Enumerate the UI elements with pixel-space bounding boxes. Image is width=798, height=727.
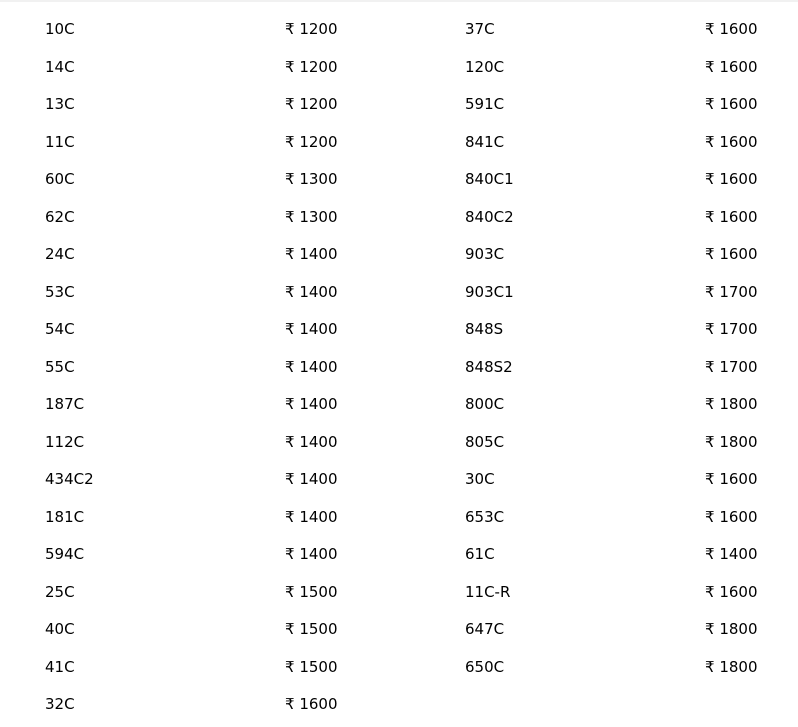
product-code: 61C: [465, 545, 495, 563]
rupee-symbol: ₹: [705, 620, 715, 638]
price-amount: 1800: [719, 620, 758, 638]
rupee-symbol: ₹: [285, 395, 295, 413]
rupee-symbol: ₹: [705, 357, 715, 376]
price-row: [45, 611, 365, 649]
rupee-symbol: ₹: [705, 57, 715, 76]
product-code: 32C: [45, 695, 75, 713]
price-row: [465, 11, 785, 49]
rupee-symbol: ₹: [285, 620, 295, 638]
rupee-symbol: ₹: [705, 395, 715, 413]
price-row: [45, 574, 365, 612]
price-row: [465, 49, 785, 87]
rupee-symbol: ₹: [285, 207, 295, 226]
price-amount: 1200: [299, 20, 338, 38]
product-code: 805C: [465, 432, 505, 451]
product-code: 841C: [465, 132, 505, 151]
product-price: [285, 349, 338, 387]
rupee-symbol: ₹: [285, 170, 295, 188]
rupee-symbol: ₹: [705, 207, 715, 226]
price-row: [45, 686, 365, 724]
product-code: 591C: [465, 95, 505, 113]
product-price: [285, 461, 338, 499]
price-amount: 1700: [719, 357, 758, 376]
price-amount: 1400: [299, 432, 338, 451]
product-price: [705, 236, 758, 274]
price-row: [45, 649, 365, 687]
price-row: [45, 11, 365, 49]
product-code: 653C: [465, 507, 505, 526]
price-amount: 1400: [299, 320, 338, 338]
rupee-symbol: ₹: [285, 132, 295, 151]
product-code: 41C: [45, 657, 75, 676]
price-amount: 1700: [719, 282, 758, 301]
product-price: [705, 499, 758, 537]
rupee-symbol: ₹: [705, 657, 715, 676]
product-price: [285, 124, 338, 162]
price-row: [465, 311, 785, 349]
product-price: [705, 86, 758, 124]
product-code: 62C: [45, 207, 75, 226]
product-price: [705, 274, 758, 312]
product-code: 434C2: [45, 470, 94, 488]
product-price: [285, 11, 338, 49]
product-code: 30C: [465, 470, 495, 488]
price-row: [465, 86, 785, 124]
price-row: [45, 311, 365, 349]
price-amount: 1600: [719, 207, 758, 226]
rupee-symbol: ₹: [285, 245, 295, 263]
rupee-symbol: ₹: [285, 57, 295, 76]
product-price: [285, 161, 338, 199]
price-row: [45, 199, 365, 237]
rupee-symbol: ₹: [705, 20, 715, 38]
product-code: 24C: [45, 245, 75, 263]
rupee-symbol: ₹: [285, 282, 295, 301]
product-price: [285, 686, 338, 724]
product-price: [705, 574, 758, 612]
product-price: [285, 424, 338, 462]
product-code: 120C: [465, 57, 505, 76]
product-price: [705, 161, 758, 199]
product-code: 14C: [45, 57, 75, 76]
price-amount: 1600: [719, 170, 758, 188]
rupee-symbol: ₹: [285, 20, 295, 38]
product-code: 848S: [465, 320, 504, 338]
product-price: [705, 611, 758, 649]
price-amount: 1600: [719, 507, 758, 526]
price-amount: 1300: [299, 207, 338, 226]
product-price: [285, 649, 338, 687]
rupee-symbol: ₹: [705, 432, 715, 451]
product-price: [285, 386, 338, 424]
product-code: 594C: [45, 545, 85, 563]
product-price: [705, 49, 758, 87]
product-code: 840C2: [465, 207, 514, 226]
rupee-symbol: ₹: [285, 545, 295, 563]
price-amount: 1400: [299, 507, 338, 526]
rupee-symbol: ₹: [705, 470, 715, 488]
price-row: [465, 386, 785, 424]
price-amount: 1400: [299, 395, 338, 413]
price-amount: 1600: [719, 132, 758, 151]
rupee-symbol: ₹: [285, 357, 295, 376]
product-price: [285, 274, 338, 312]
price-row: [45, 161, 365, 199]
product-code: 647C: [465, 620, 505, 638]
price-row: [465, 236, 785, 274]
product-code: 840C1: [465, 170, 514, 188]
product-code: 55C: [45, 357, 75, 376]
product-price: [705, 199, 758, 237]
price-amount: 1600: [719, 95, 758, 113]
product-code: 13C: [45, 95, 75, 113]
product-price: [705, 349, 758, 387]
product-price: [705, 11, 758, 49]
price-amount: 1800: [719, 395, 758, 413]
price-row: [465, 124, 785, 162]
product-code: 800C: [465, 395, 505, 413]
price-amount: 1200: [299, 57, 338, 76]
product-price: [705, 536, 758, 574]
price-amount: 1500: [299, 657, 338, 676]
product-price: [285, 499, 338, 537]
price-amount: 1400: [299, 282, 338, 301]
rupee-symbol: ₹: [705, 245, 715, 263]
price-amount: 1500: [299, 582, 338, 601]
price-row: [45, 424, 365, 462]
price-row: [465, 574, 785, 612]
product-code: 25C: [45, 582, 75, 601]
product-code: 903C1: [465, 282, 514, 301]
price-amount: 1400: [299, 545, 338, 563]
product-price: [285, 611, 338, 649]
price-row: [465, 611, 785, 649]
product-price: [705, 386, 758, 424]
product-price: [705, 424, 758, 462]
price-amount: 1200: [299, 95, 338, 113]
price-row: [45, 49, 365, 87]
rupee-symbol: ₹: [705, 545, 715, 563]
left-price-column: [45, 11, 365, 724]
rupee-symbol: ₹: [285, 432, 295, 451]
price-amount: 1600: [719, 582, 758, 601]
price-row: [45, 274, 365, 312]
price-amount: 1800: [719, 657, 758, 676]
price-row: [465, 649, 785, 687]
rupee-symbol: ₹: [705, 282, 715, 301]
product-code: 10C: [45, 20, 75, 38]
price-row: [465, 199, 785, 237]
product-price: [285, 311, 338, 349]
product-price: [285, 199, 338, 237]
product-code: 181C: [45, 507, 85, 526]
price-amount: 1400: [299, 357, 338, 376]
price-amount: 1600: [299, 695, 338, 713]
price-amount: 1400: [299, 470, 338, 488]
product-price: [285, 86, 338, 124]
product-code: 37C: [465, 20, 495, 38]
price-amount: 1300: [299, 170, 338, 188]
product-price: [705, 311, 758, 349]
rupee-symbol: ₹: [705, 132, 715, 151]
product-price: [285, 49, 338, 87]
rupee-symbol: ₹: [285, 95, 295, 113]
price-amount: 1400: [299, 245, 338, 263]
rupee-symbol: ₹: [285, 582, 295, 601]
rupee-symbol: ₹: [285, 657, 295, 676]
price-row: [45, 236, 365, 274]
price-amount: 1400: [719, 545, 758, 563]
price-row: [45, 461, 365, 499]
price-row: [45, 349, 365, 387]
top-divider: [0, 0, 798, 2]
price-amount: 1200: [299, 132, 338, 151]
price-row: [45, 86, 365, 124]
product-price: [285, 536, 338, 574]
right-price-column: [465, 11, 785, 686]
price-amount: 1600: [719, 20, 758, 38]
product-code: 187C: [45, 395, 85, 413]
product-price: [705, 124, 758, 162]
price-row: [465, 274, 785, 312]
price-row: [465, 461, 785, 499]
product-code: 848S2: [465, 357, 513, 376]
price-amount: 1600: [719, 470, 758, 488]
rupee-symbol: ₹: [705, 582, 715, 601]
price-row: [45, 499, 365, 537]
product-code: 112C: [45, 432, 85, 451]
product-price: [285, 236, 338, 274]
rupee-symbol: ₹: [285, 320, 295, 338]
price-amount: 1600: [719, 245, 758, 263]
rupee-symbol: ₹: [705, 95, 715, 113]
price-row: [45, 386, 365, 424]
product-price: [285, 574, 338, 612]
rupee-symbol: ₹: [285, 470, 295, 488]
product-price: [705, 649, 758, 687]
price-amount: 1700: [719, 320, 758, 338]
rupee-symbol: ₹: [285, 695, 295, 713]
price-amount: 1600: [719, 57, 758, 76]
product-code: 53C: [45, 282, 75, 301]
price-row: [465, 536, 785, 574]
product-code: 903C: [465, 245, 505, 263]
price-row: [465, 499, 785, 537]
rupee-symbol: ₹: [705, 170, 715, 188]
price-row: [465, 161, 785, 199]
price-amount: 1800: [719, 432, 758, 451]
product-code: 40C: [45, 620, 75, 638]
rupee-symbol: ₹: [705, 320, 715, 338]
price-row: [465, 424, 785, 462]
product-code: 11C: [45, 132, 75, 151]
product-price: [705, 461, 758, 499]
product-code: 54C: [45, 320, 75, 338]
price-amount: 1500: [299, 620, 338, 638]
price-row: [45, 536, 365, 574]
rupee-symbol: ₹: [285, 507, 295, 526]
product-code: 11C-R: [465, 582, 511, 601]
product-code: 650C: [465, 657, 505, 676]
product-code: 60C: [45, 170, 75, 188]
price-row: [465, 349, 785, 387]
price-row: [45, 124, 365, 162]
rupee-symbol: ₹: [705, 507, 715, 526]
